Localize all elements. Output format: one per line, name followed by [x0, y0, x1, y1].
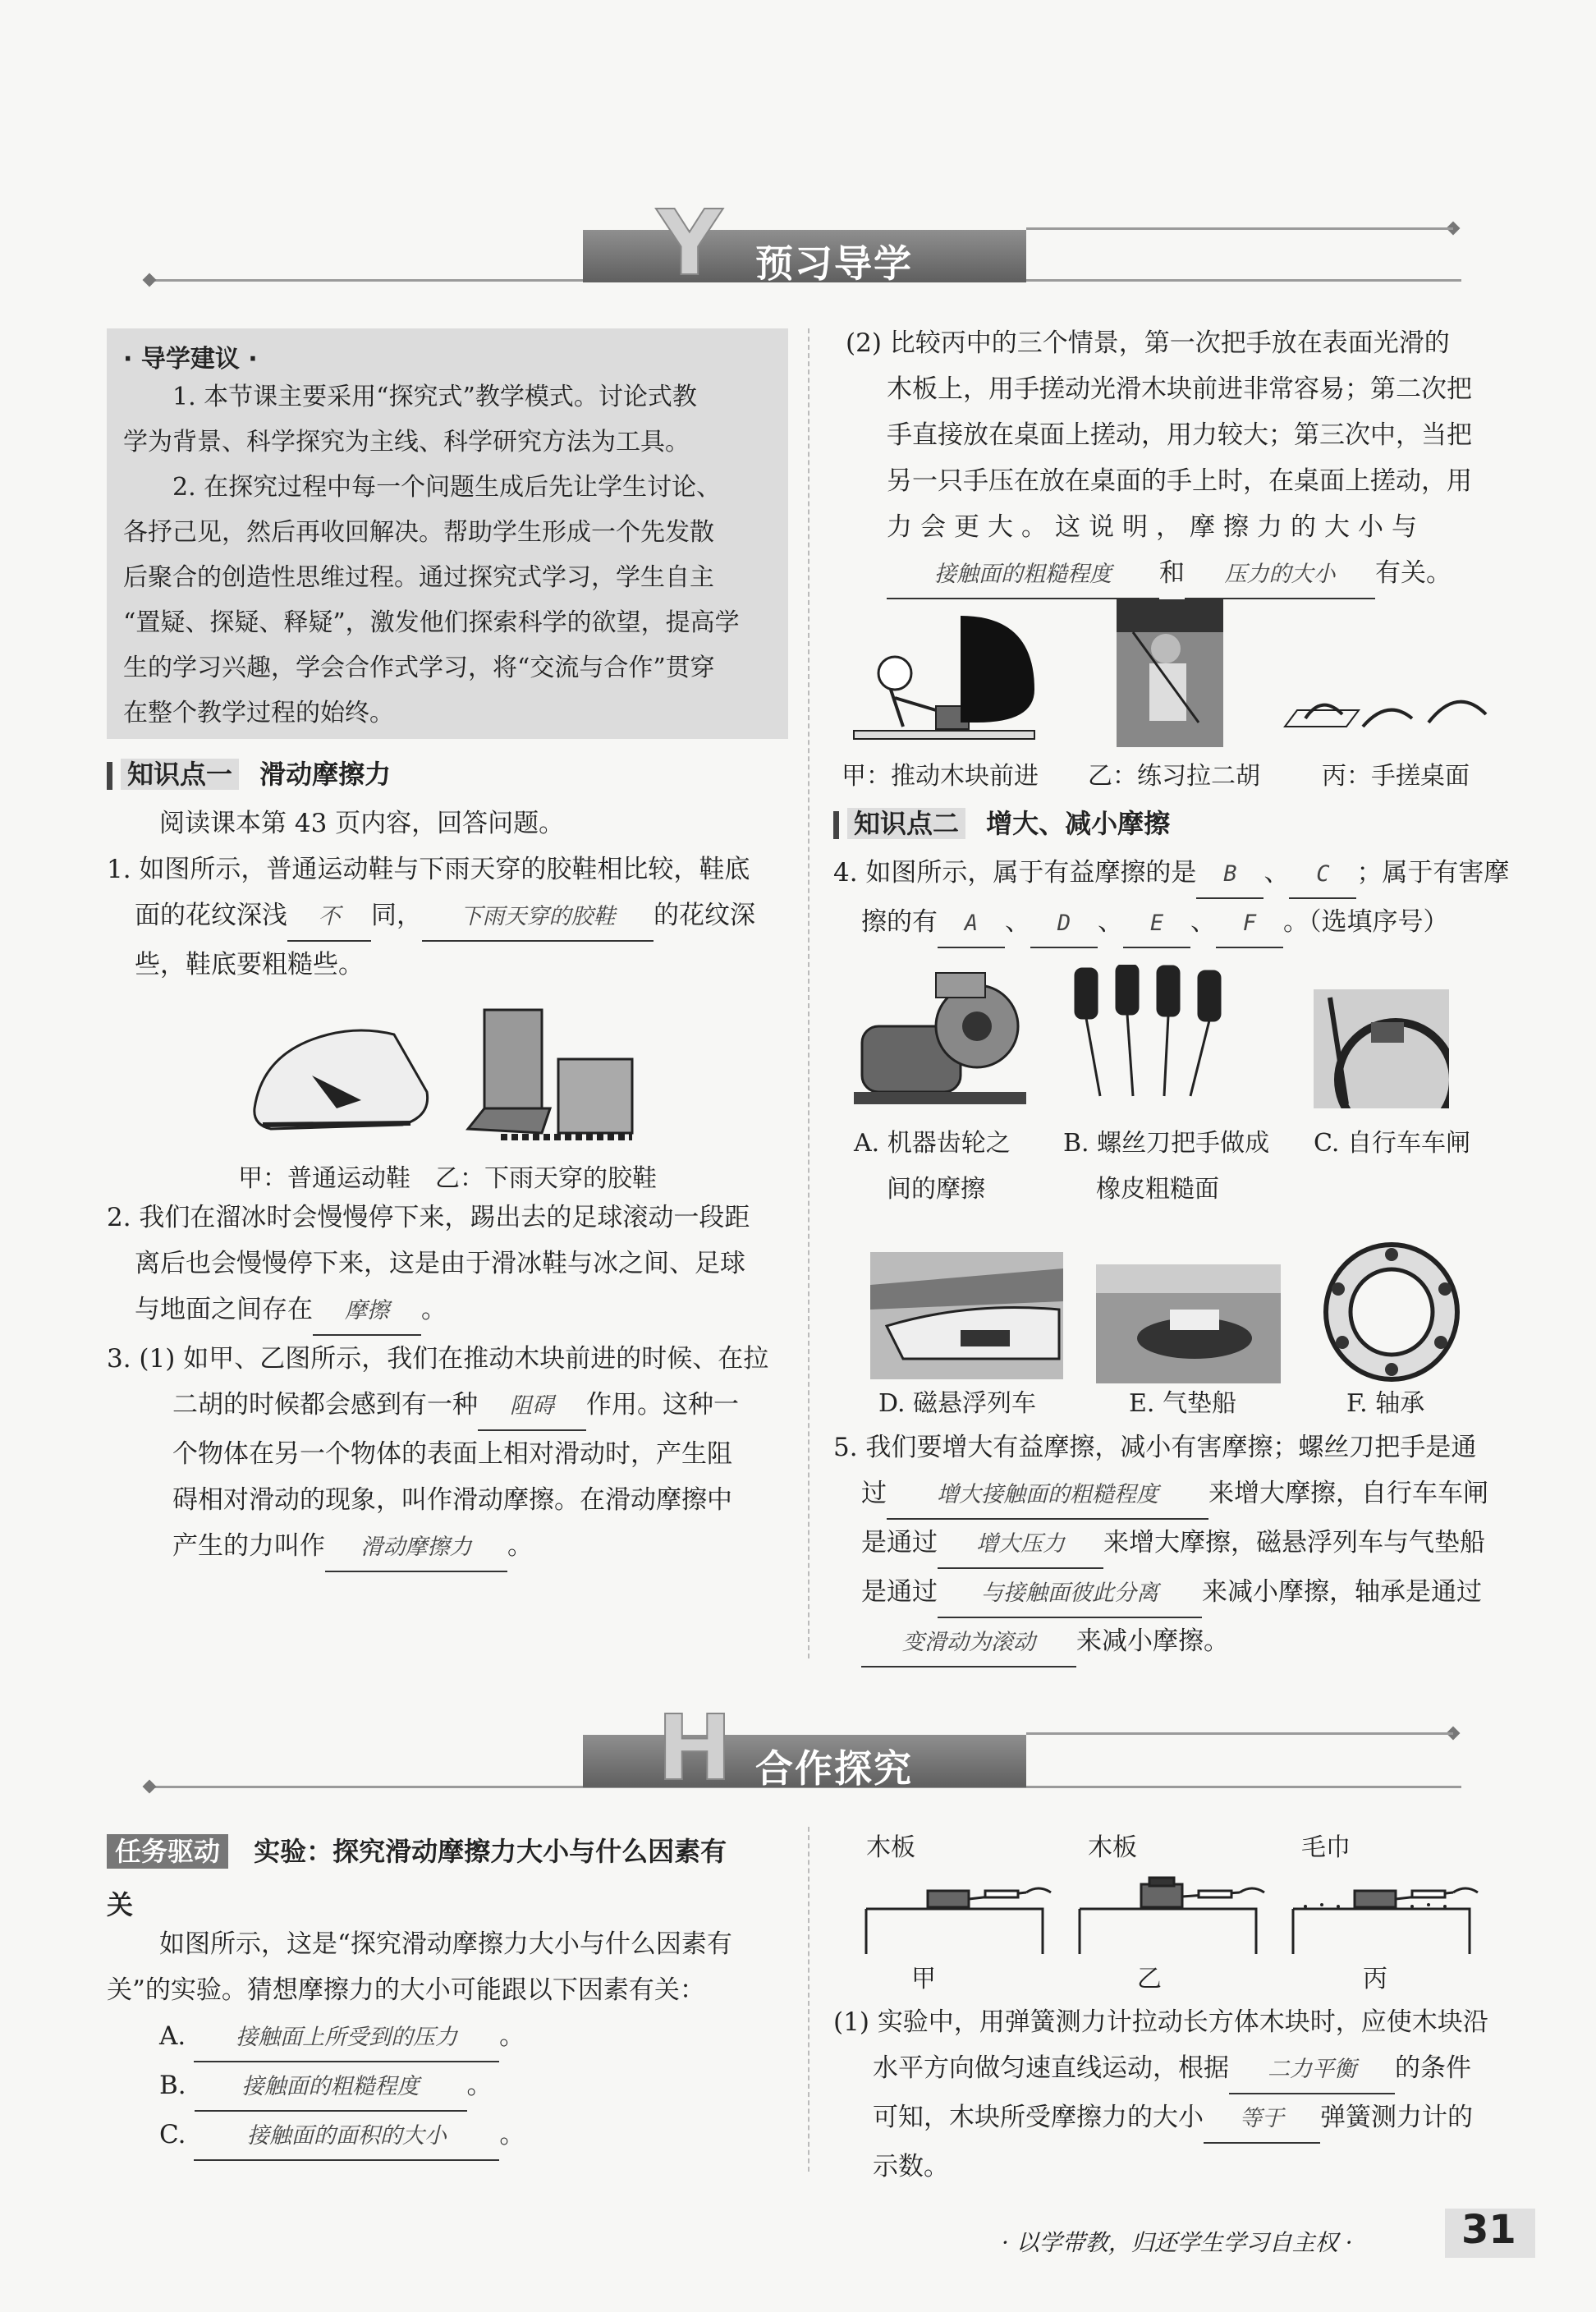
q3-line-answer: 产生的力叫作 滑动摩擦力 。 — [107, 1523, 788, 1572]
answer-blank: 不 — [287, 894, 371, 942]
answer-blank: 接触面的面积的大小 — [194, 2113, 499, 2161]
surface-label: 木板 — [866, 1833, 915, 1862]
guide-text — [123, 374, 780, 736]
q3-line: 碍相对滑动的现象，叫作滑动摩擦。在滑动摩擦中 — [172, 1485, 732, 1515]
answer-blank: 接触面上所受到的压力 — [194, 2015, 499, 2062]
exp-line-answer: 水平方向做匀速直线运动，根据 二力平衡 的条件 — [833, 2045, 1523, 2094]
caption-line: B. 螺丝刀把手做成 — [1063, 1129, 1270, 1158]
gear-machine-photo — [854, 969, 1026, 1108]
q1-line: 1. 如图所示，普通运动鞋与下雨天穿的胶鞋相比较，鞋底 — [107, 855, 750, 884]
kp-title: 增大、减小摩擦 — [986, 808, 1171, 839]
answer-blank: 等于 — [1204, 2096, 1320, 2144]
task-option: A. 接触面上所受到的压力 。 — [107, 2013, 788, 2062]
read-instruction: 阅读课本第 43 页内容，回答问题。 — [159, 809, 565, 838]
q2-line-answer: 与地面之间存在 摩擦 。 — [107, 1287, 788, 1336]
caption-b — [1063, 1121, 1269, 1213]
task-heading — [107, 1831, 727, 1869]
caption-c: C. 自行车车闸 — [1314, 1129, 1470, 1158]
task-line: 关”的实验。猜想摩擦力的大小可能跟以下因素有关： — [107, 1975, 705, 2005]
q3-line-answer: 二胡的时候都会感到有一种 阻碍 作用。这种一 — [107, 1382, 788, 1431]
section-rule-top — [1026, 227, 1453, 230]
answer-blank: 阻碍 — [478, 1383, 586, 1431]
answer-blank: 二力平衡 — [1229, 2047, 1395, 2094]
answer-blank: 摩擦 — [313, 1288, 421, 1336]
guide-line: 学为背景、科学探究为主线、科学研究方法为工具。 — [123, 428, 690, 456]
task-title: 实验：探究滑动摩擦力大小与什么因素有 — [254, 1836, 727, 1867]
q3b-line: 木板上，用手搓动光滑木块前进非常容易；第二次把 — [887, 374, 1472, 404]
q5-line-answer: 过 增大接触面的粗糙程度 来增大摩擦，自行车车闸 — [833, 1470, 1523, 1520]
guide-line: “置疑、探疑、释疑”，激发他们探索科学的欲望，提高学 — [123, 608, 740, 637]
q4-text — [833, 850, 1523, 948]
task-option: B. 接触面的粗糙程度 。 — [107, 2062, 788, 2112]
answer-blank: 接触面的粗糙程度 — [887, 552, 1159, 599]
q3-line: 3. (1) 如甲、乙图所示，我们在推动木块前进的时候、在拉 — [107, 1344, 769, 1374]
caption-line: 间的摩擦 — [887, 1175, 985, 1204]
q5-line: 5. 我们要增大有益摩擦，减小有害摩擦；螺丝刀把手是通 — [833, 1433, 1477, 1462]
section-rule-top — [1026, 1732, 1453, 1735]
task-line: 如图所示，这是“探究滑动摩擦力大小与什么因素有 — [159, 1929, 732, 1959]
knowledge-point-2 — [833, 803, 1170, 841]
diagram-name: 乙 — [1137, 1965, 1162, 1993]
hands-rub-illustration — [1281, 677, 1502, 743]
answer-blank: 接触面的粗糙程度 — [195, 2064, 467, 2112]
answer-blank: C — [1289, 851, 1356, 899]
scene-caption: 甲：推动木块前进 — [842, 762, 1039, 791]
q2-line: 2. 我们在溜冰时会慢慢停下来，踢出去的足球滚动一段距 — [107, 1203, 750, 1232]
caption-e: E. 气垫船 — [1129, 1389, 1236, 1418]
q5-text — [833, 1424, 1523, 1667]
guide-line: 1. 本节课主要采用“探究式”教学模式。讨论式教 — [172, 383, 697, 411]
scene-caption: 乙：练习拉二胡 — [1088, 762, 1260, 791]
answer-blank: D — [1030, 901, 1098, 948]
q1-line-answers: 面的花纹深浅 不 同， 下雨天穿的胶鞋 的花纹深 — [107, 892, 788, 942]
exp-line: 示数。 — [873, 2152, 949, 2181]
exp-line: (1) 实验中，用弹簧测力计拉动长方体木块时，应使木块沿 — [833, 2007, 1488, 2037]
q5-line-answer: 是通过 与接触面彼此分离 来减小摩擦，轴承是通过 — [833, 1569, 1523, 1618]
q2-line: 离后也会慢慢停下来，这是由于滑冰鞋与冰之间、足球 — [135, 1249, 745, 1278]
answer-blank: 变滑动为滚动 — [861, 1620, 1076, 1667]
answer-blank: E — [1123, 901, 1190, 948]
q3-line: 个物体在另一个物体的表面上相对滑动时，产生阻 — [172, 1439, 732, 1469]
answer-blank: F — [1216, 901, 1283, 948]
diagram-name: 丙 — [1363, 1965, 1387, 1993]
guide-line: 各抒己见，然后再收回解决。帮助学生形成一个先发散 — [123, 518, 714, 547]
q3b-line: (2) 比较丙中的三个情景，第一次把手放在表面光滑的 — [846, 328, 1450, 358]
section-rule-dot-left — [143, 273, 157, 287]
answer-blank: B — [1196, 851, 1264, 899]
q5-line-answer: 变滑动为滚动 来减小摩擦。 — [833, 1618, 1523, 1667]
answer-blank: 滑动摩擦力 — [325, 1525, 507, 1572]
caption-line: 橡皮粗糙面 — [1096, 1175, 1219, 1204]
guide-line: 2. 在探究过程中每一个问题生成后先让学生讨论、 — [172, 473, 722, 502]
answer-blank: A — [938, 901, 1005, 948]
q3b-line-answers: 接触面的粗糙程度 和 压力的大小 有关。 — [846, 550, 1519, 599]
page-number: 31 — [1461, 2207, 1516, 2253]
q3b-line: 力会更大。这说明，摩擦力的大小与 — [887, 512, 1425, 542]
q3b-text — [846, 320, 1519, 599]
answer-blank: 下雨天穿的胶鞋 — [422, 894, 654, 942]
q2-q3 — [107, 1195, 788, 1572]
scene-caption: 丙：手搓桌面 — [1322, 762, 1470, 791]
q5-line-answer: 是通过 增大压力 来增大摩擦，磁悬浮列车与气垫船 — [833, 1520, 1523, 1569]
answer-blank: 压力的大小 — [1185, 552, 1375, 599]
task-badge: 任务驱动 — [107, 1834, 228, 1869]
column-divider — [808, 328, 809, 1658]
exp-question — [833, 1999, 1523, 2190]
section-rule-dot-left — [143, 1780, 157, 1794]
task-text — [107, 1921, 788, 2161]
q1-line: 些，鞋底要粗糙些。 — [135, 950, 364, 979]
bike-brake-photo — [1314, 989, 1449, 1108]
task-option: C. 接触面的面积的大小 。 — [107, 2112, 788, 2161]
caption-d: D. 磁悬浮列车 — [878, 1389, 1037, 1418]
q3b-line: 手直接放在桌面上搓动，用力较大；第三次中，当把 — [887, 420, 1472, 450]
guide-line: 在整个教学过程的始终。 — [123, 699, 394, 727]
diagram-name: 甲 — [911, 1965, 936, 1993]
section-title: 预习导学 — [755, 241, 913, 286]
caption-a — [854, 1121, 1011, 1213]
answer-blank: 增大压力 — [938, 1521, 1103, 1569]
surface-label: 木板 — [1088, 1833, 1137, 1862]
section-letter: Y — [657, 190, 722, 296]
erhu-photo — [1117, 599, 1223, 747]
guide-line: 生的学习兴趣，学会合作式学习，将“交流与合作”贯穿 — [123, 654, 715, 682]
bearing-photo — [1318, 1240, 1465, 1383]
section-letter: H — [657, 1695, 733, 1801]
hovercraft-photo — [1096, 1264, 1281, 1383]
guide-heading: · 导学建议 · — [123, 345, 258, 374]
q4-line-answers: 擦的有 A 、 D 、 E 、 F 。（选填序号） — [833, 899, 1523, 948]
surface-label: 毛巾 — [1301, 1833, 1351, 1862]
kp-title: 滑动摩擦力 — [259, 759, 392, 790]
guide-box — [107, 328, 788, 739]
kp-label: 知识点一 — [121, 759, 239, 790]
caption-f: F. 轴承 — [1346, 1389, 1425, 1418]
push-block-illustration — [846, 608, 1043, 751]
kp-label: 知识点二 — [847, 808, 965, 839]
answer-blank: 与接触面彼此分离 — [938, 1571, 1202, 1618]
screwdrivers-photo — [1067, 965, 1231, 1100]
footer-slogan: · 以学带教，归还学生学习自主权 · — [1002, 2229, 1353, 2256]
answer-blank: 增大接触面的粗糙程度 — [887, 1472, 1208, 1520]
shoes-caption: 甲：普通运动鞋 乙：下雨天穿的胶鞋 — [238, 1164, 657, 1193]
guide-line: 后聚合的创造性思维过程。通过探究式学习，学生自主 — [123, 563, 714, 592]
exp-line-answer: 可知，木块所受摩擦力的大小 等于 弹簧测力计的 — [833, 2094, 1523, 2144]
maglev-train-photo — [870, 1252, 1063, 1379]
column-divider — [808, 1827, 809, 2172]
task-title-cont: 关 — [107, 1889, 134, 1920]
experiment-diagrams — [862, 1860, 1519, 1958]
q3b-line: 另一只手压在放在桌面的手上时，在桌面上搓动，用 — [887, 466, 1472, 496]
left-questions — [107, 800, 788, 988]
q4-line-answers: 4. 如图所示，属于有益摩擦的是 B 、 C ；属于有害摩 — [833, 850, 1523, 899]
section-title: 合作探究 — [755, 1746, 913, 1791]
caption-line: A. 机器齿轮之 — [854, 1129, 1011, 1158]
shoes-illustration — [238, 985, 665, 1158]
knowledge-point-1 — [107, 754, 391, 791]
